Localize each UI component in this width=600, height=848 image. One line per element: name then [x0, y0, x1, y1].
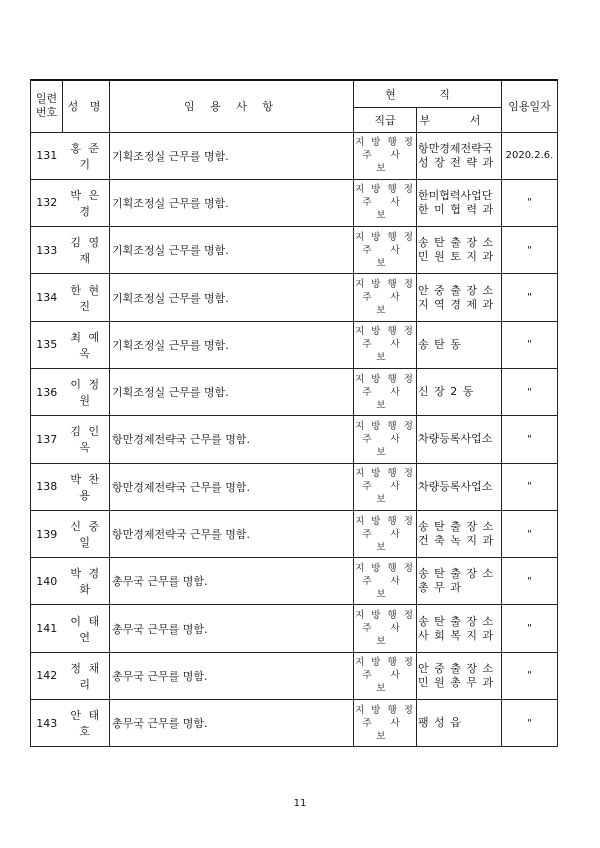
rank-line2: 주 사 보 — [362, 670, 408, 695]
rank-cell — [354, 274, 417, 321]
department-line2: 총 무 과 — [418, 581, 462, 595]
appointment-matter-cell: 총무국 근무를 명함. — [110, 700, 354, 747]
department-cell — [417, 416, 502, 463]
rank-cell — [354, 321, 417, 368]
rank-cell — [354, 700, 417, 747]
rank-line1: 지 방 행 정 — [355, 184, 415, 196]
rank-line1: 지 방 행 정 — [355, 515, 415, 527]
serial-number-cell: 141 — [31, 605, 63, 652]
name-cell: 이 정 원 — [63, 368, 110, 415]
department-cell — [417, 652, 502, 699]
department-line2: 성 장 전 략 과 — [418, 155, 495, 169]
department-line1: 팽 성 읍 — [418, 716, 462, 730]
serial-number-cell: 135 — [31, 321, 63, 368]
table-row — [31, 132, 558, 179]
department-cell — [417, 700, 502, 747]
appointment-matter-cell: 항만경제전략국 근무를 명함. — [110, 510, 354, 557]
rank-line1: 지 방 행 정 — [355, 468, 415, 480]
rank-line2: 주 사 보 — [362, 433, 408, 458]
rank-line1: 지 방 행 정 — [355, 704, 415, 716]
name-cell: 정 채 리 — [63, 652, 110, 699]
appointment-matter-cell: 총무국 근무를 명함. — [110, 605, 354, 652]
name-cell: 김 영 재 — [63, 227, 110, 274]
rank-line2: 주 사 보 — [362, 292, 408, 317]
serial-number-cell: 138 — [31, 463, 63, 510]
appointment-table — [30, 79, 558, 747]
table-row — [31, 416, 558, 463]
rank-line1: 지 방 행 정 — [355, 231, 415, 243]
department-cell — [417, 132, 502, 179]
rank-line1: 지 방 행 정 — [355, 562, 415, 574]
header-appointment-date: 임용일자 — [502, 80, 558, 132]
serial-number-cell: 143 — [31, 700, 63, 747]
rank-line1: 지 방 행 정 — [355, 373, 415, 385]
page-number: 11 — [293, 798, 307, 809]
appointment-matter-cell: 기획조정실 근무를 명함. — [110, 368, 354, 415]
department-cell — [417, 274, 502, 321]
rank-line2: 주 사 보 — [362, 244, 408, 269]
appointment-date-cell: " — [502, 652, 558, 699]
serial-number-cell: 136 — [31, 368, 63, 415]
rank-cell — [354, 510, 417, 557]
department-line1: 송 탄 동 — [418, 337, 462, 351]
header-name: 성 명 — [63, 80, 110, 132]
serial-number-cell: 139 — [31, 510, 63, 557]
rank-cell — [354, 463, 417, 510]
rank-cell — [354, 558, 417, 605]
appointment-matter-cell: 총무국 근무를 명함. — [110, 558, 354, 605]
name-cell: 신 중 일 — [63, 510, 110, 557]
department-cell — [417, 179, 502, 226]
rank-line2: 주 사 보 — [362, 339, 408, 364]
department-line1: 신 장 2 동 — [418, 385, 475, 399]
serial-number-cell: 134 — [31, 274, 63, 321]
rank-cell — [354, 416, 417, 463]
department-line1: 송 탄 출 장 소 — [418, 236, 495, 250]
appointment-date-cell: " — [502, 558, 558, 605]
name-cell: 이 태 연 — [63, 605, 110, 652]
rank-cell — [354, 652, 417, 699]
rank-line1: 지 방 행 정 — [355, 420, 415, 432]
serial-number-cell: 131 — [31, 132, 63, 179]
department-cell — [417, 368, 502, 415]
department-line1: 차량등록사업소 — [418, 432, 493, 446]
rank-line1: 지 방 행 정 — [355, 610, 415, 622]
table-row — [31, 227, 558, 274]
serial-number-cell: 137 — [31, 416, 63, 463]
department-line2: 건 축 녹 지 과 — [418, 534, 495, 548]
rank-line2: 주 사 보 — [362, 575, 408, 600]
appointment-matter-cell: 기획조정실 근무를 명함. — [110, 321, 354, 368]
table-row — [31, 510, 558, 557]
rank-line1: 지 방 행 정 — [355, 137, 415, 149]
appointment-matter-cell: 기획조정실 근무를 명함. — [110, 179, 354, 226]
department-line2: 한 미 협 력 과 — [418, 202, 495, 216]
rank-line1: 지 방 행 정 — [355, 279, 415, 291]
department-cell — [417, 321, 502, 368]
rank-line2: 주 사 보 — [362, 150, 408, 175]
appointment-matter-cell: 항만경제전략국 근무를 명함. — [110, 416, 354, 463]
appointment-matter-cell: 기획조정실 근무를 명함. — [110, 227, 354, 274]
rank-line2: 주 사 보 — [362, 717, 408, 742]
department-cell — [417, 227, 502, 274]
rank-line2: 주 사 보 — [362, 481, 408, 506]
table-row — [31, 321, 558, 368]
department-line1: 송 탄 출 장 소 — [418, 567, 495, 581]
name-cell: 김 인 옥 — [63, 416, 110, 463]
name-cell: 한 현 진 — [63, 274, 110, 321]
appointment-matter-cell: 총무국 근무를 명함. — [110, 652, 354, 699]
header-department: 부 서 — [417, 107, 502, 132]
table-row — [31, 605, 558, 652]
rank-cell — [354, 179, 417, 226]
appointment-matter-cell: 기획조정실 근무를 명함. — [110, 274, 354, 321]
appointment-date-cell: " — [502, 700, 558, 747]
header-appointment-matter: 임 용 사 항 — [110, 80, 354, 132]
department-line1: 송 탄 출 장 소 — [418, 614, 495, 628]
serial-number-cell: 140 — [31, 558, 63, 605]
department-cell — [417, 605, 502, 652]
rank-line2: 주 사 보 — [362, 386, 408, 411]
header-serial-number-line2: 번호 — [35, 106, 58, 120]
header-serial-number-line1: 일련 — [35, 92, 58, 106]
department-line1: 항만경제전략국 — [418, 141, 493, 155]
rank-line1: 지 방 행 정 — [355, 326, 415, 338]
department-line2: 민 원 토 지 과 — [418, 250, 495, 264]
header-rank: 직급 — [354, 107, 417, 132]
rank-cell — [354, 605, 417, 652]
appointment-date-cell: " — [502, 463, 558, 510]
table-row — [31, 368, 558, 415]
department-line2: 지 역 경 제 과 — [418, 297, 495, 311]
appointment-date-cell: " — [502, 274, 558, 321]
rank-line2: 주 사 보 — [362, 528, 408, 553]
rank-cell — [354, 368, 417, 415]
rank-cell — [354, 227, 417, 274]
appointment-matter-cell: 기획조정실 근무를 명함. — [110, 132, 354, 179]
appointment-date-cell: " — [502, 605, 558, 652]
department-line1: 안 중 출 장 소 — [418, 661, 495, 675]
department-line2: 사 회 복 지 과 — [418, 628, 495, 642]
name-cell: 박 경 화 — [63, 558, 110, 605]
appointment-date-cell: " — [502, 416, 558, 463]
serial-number-cell: 133 — [31, 227, 63, 274]
table-row — [31, 652, 558, 699]
table-row — [31, 179, 558, 226]
name-cell: 최 예 옥 — [63, 321, 110, 368]
header-current-position: 현 직 — [354, 80, 502, 107]
department-cell — [417, 510, 502, 557]
table-row — [31, 463, 558, 510]
department-line1: 안 중 출 장 소 — [418, 283, 495, 297]
appointment-date-cell: " — [502, 227, 558, 274]
department-line1: 한미협력사업단 — [418, 188, 493, 202]
appointment-date-cell: " — [502, 179, 558, 226]
rank-line2: 주 사 보 — [362, 623, 408, 648]
name-cell: 박 은 경 — [63, 179, 110, 226]
serial-number-cell: 142 — [31, 652, 63, 699]
name-cell: 박 찬 용 — [63, 463, 110, 510]
department-line1: 송 탄 출 장 소 — [418, 520, 495, 534]
rank-line1: 지 방 행 정 — [355, 657, 415, 669]
serial-number-cell: 132 — [31, 179, 63, 226]
table-row — [31, 558, 558, 605]
appointment-date-cell: " — [502, 510, 558, 557]
department-cell — [417, 463, 502, 510]
table-row — [31, 274, 558, 321]
department-line2: 민 원 총 무 과 — [418, 675, 495, 689]
department-cell — [417, 558, 502, 605]
name-cell: 홍 준 기 — [63, 132, 110, 179]
table-row — [31, 700, 558, 747]
appointment-date-cell: " — [502, 321, 558, 368]
appointment-date-cell: " — [502, 368, 558, 415]
department-line1: 차량등록사업소 — [418, 479, 493, 493]
header-serial-number — [31, 80, 63, 132]
name-cell: 안 태 호 — [63, 700, 110, 747]
rank-cell — [354, 132, 417, 179]
appointment-date-cell: 2020.2.6. — [502, 132, 558, 179]
rank-line2: 주 사 보 — [362, 197, 408, 222]
appointment-matter-cell: 항만경제전략국 근무를 명함. — [110, 463, 354, 510]
